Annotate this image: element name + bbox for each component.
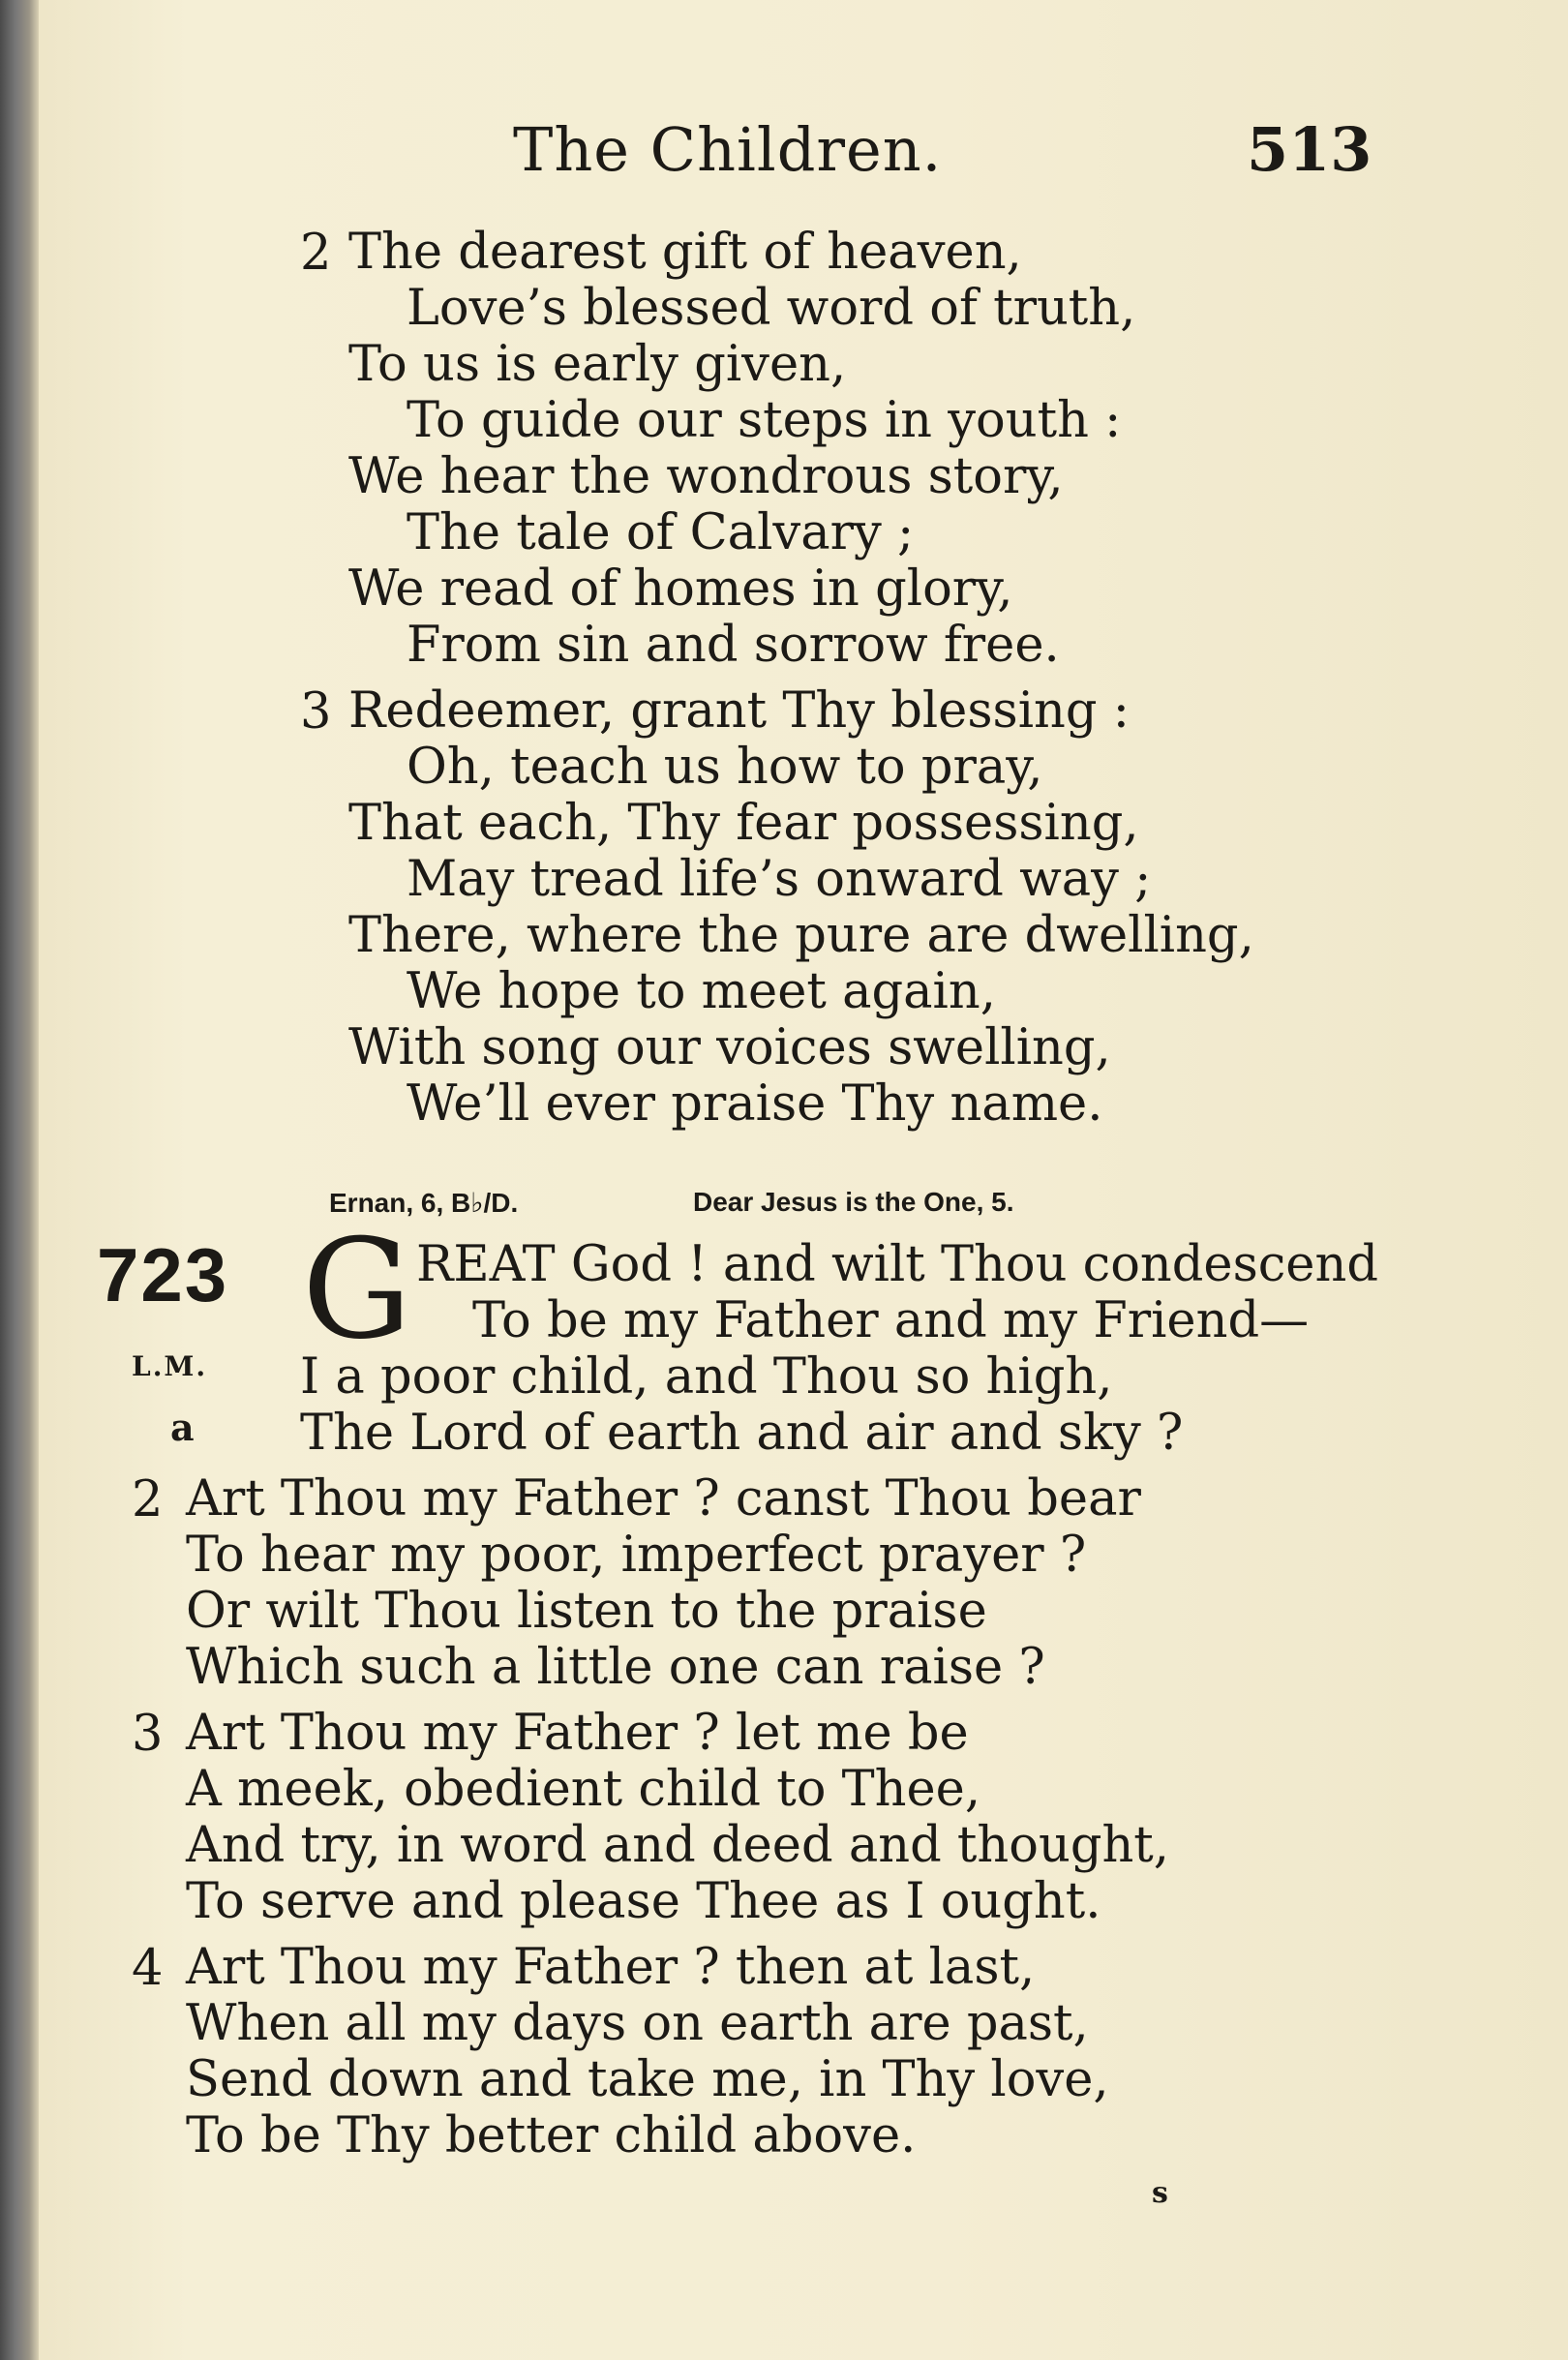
running-title: The Children. xyxy=(513,114,943,185)
verse-line: REAT God ! and wilt Thou condescend xyxy=(416,1236,1378,1293)
printer-signature-mark: s xyxy=(1152,2176,1168,2210)
drop-cap-initial: G xyxy=(302,1210,412,1370)
verse-line: When all my days on earth are past, xyxy=(186,1995,1089,2052)
verse-line: With song our voices swelling, xyxy=(348,1019,1111,1076)
verse-line: The tale of Calvary ; xyxy=(407,504,915,561)
verse-line: Art Thou my Father ? canst Thou bear xyxy=(186,1470,1141,1528)
verse-line: Art Thou my Father ? let me be xyxy=(186,1705,969,1762)
tune-name-left: Ernan, 6, B♭/D. xyxy=(329,1188,519,1218)
verse-line: Love’s blessed word of truth, xyxy=(407,280,1136,337)
verse-line: We hope to meet again, xyxy=(407,963,996,1020)
verse-line: That each, Thy fear possessing, xyxy=(348,795,1139,852)
verse-line: Art Thou my Father ? then at last, xyxy=(186,1939,1036,1996)
verse-line: To serve and please Thee as I ought. xyxy=(186,1873,1101,1930)
verse-line: Or wilt Thou listen to the praise xyxy=(186,1583,987,1640)
verse-number: 3 xyxy=(132,1706,164,1763)
tune-name-right: Dear Jesus is the One, 5. xyxy=(693,1187,1014,1217)
verse-line: May tread life’s onward way ; xyxy=(407,851,1152,908)
verse-line: The Lord of earth and air and sky ? xyxy=(300,1405,1184,1462)
hymn-key: a xyxy=(170,1406,195,1449)
verse-line: To hear my poor, imperfect prayer ? xyxy=(186,1527,1087,1584)
verse-line: From sin and sorrow free. xyxy=(407,617,1060,674)
verse-line: To be my Father and my Friend— xyxy=(472,1292,1310,1349)
verse-line: I a poor child, and Thou so high, xyxy=(300,1348,1113,1406)
verse-line: And try, in word and deed and thought, xyxy=(186,1817,1170,1874)
page-number: 513 xyxy=(1247,114,1372,185)
verse-line: To us is early given, xyxy=(348,336,847,393)
verse-number: 3 xyxy=(300,683,332,741)
verse-number: 2 xyxy=(132,1471,164,1528)
verse-line: The dearest gift of heaven, xyxy=(348,224,1022,281)
verse-line: Which such a little one can raise ? xyxy=(186,1639,1045,1696)
hymn-number: 723 xyxy=(97,1232,229,1317)
verse-line: Oh, teach us how to pray, xyxy=(407,739,1043,796)
hymn-meter: L.M. xyxy=(132,1350,208,1382)
verse-line: Redeemer, grant Thy blessing : xyxy=(348,682,1130,740)
verse-line: To be Thy better child above. xyxy=(186,2107,917,2164)
verse-line: A meek, obedient child to Thee, xyxy=(186,1761,981,1818)
verse-line: We hear the wondrous story, xyxy=(348,448,1064,505)
verse-line: We read of homes in glory, xyxy=(348,560,1013,618)
verse-line: To guide our steps in youth : xyxy=(407,392,1122,449)
book-spine-shadow xyxy=(0,0,39,2360)
verse-line: Send down and take me, in Thy love, xyxy=(186,2051,1109,2108)
verse-line: There, where the pure are dwelling, xyxy=(348,907,1254,964)
verse-number: 2 xyxy=(300,225,332,282)
verse-number: 4 xyxy=(132,1940,164,1997)
verse-line: We’ll ever praise Thy name. xyxy=(407,1075,1103,1133)
